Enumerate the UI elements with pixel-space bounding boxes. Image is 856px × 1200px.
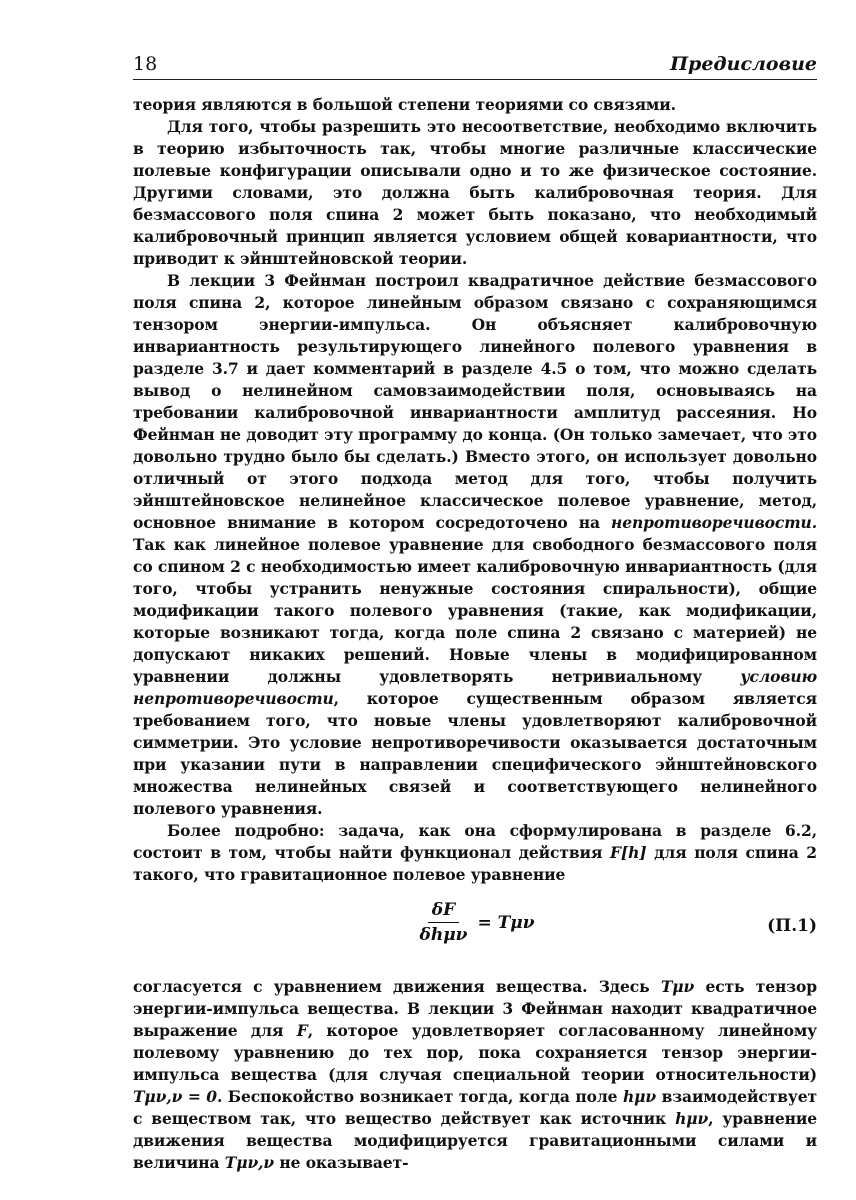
paragraph-text: , уравнение движения вещества модифицируется гравитационными силами и величина — [133, 1109, 818, 1172]
emphasis-consistency: непротиворечивости. — [611, 513, 817, 532]
paragraph-text: В лекции 3 Фейнман построил квадратичное действие безмассового поля спина 2, которое линейным образом связано с сохраняющимся тензором энергии-импульса. Он объясняет калибровочную инвариантность результирующего линейного полевого уравнения в разделе 3.7 и дает комментарий в разделе 4.5 о том, что можно сделать вывод о нелинейном самовзаимодействии поля, основываясь на требовании калибровочной инвариантности амплитуд рассеяния. Но Фейнман не доводит эту программу до конца. (Он только замечает, что это довольно трудно было бы сделать.) Вместо этого, он использует довольно отличный от этого подхода метод для того, чтобы получить эйнштейновское нелинейное классическое полевое уравнение, метод, основное внимание в котором сосредоточено на — [133, 271, 817, 532]
paragraph-text: взаимодействует с веществом так, что вещество действует как источник — [133, 1087, 817, 1128]
paragraph-feynman-lecture-3 — [133, 270, 817, 820]
paragraph-text: есть тензор энергии-импульса вещества. В лекции 3 Фейнман находит квадратичное выражение для — [133, 977, 818, 1040]
paragraph-text: , которое существенным образом является требованием того, что новые члены удовлетворяют калибровочной симметрии. Это условие непротиворечивости оказывается достаточным при указании пути в направлении специфического эйнштейновского множества нелинейных связей и соответствующего нелинейного полевого уравнения. — [133, 689, 817, 818]
body-text — [133, 94, 817, 1174]
display-equation — [133, 890, 817, 972]
paragraph-text: . Беспокойство возникает тогда, когда поле — [216, 1087, 618, 1106]
paragraph-matter-equation — [133, 976, 817, 1174]
paragraph-details — [133, 820, 817, 886]
emphasis-consistency-condition: условию непротиворечивости — [133, 667, 817, 708]
equation-formula — [133, 900, 817, 945]
paragraph-text: не оказывает- — [279, 1153, 409, 1172]
running-title: Предисловие — [670, 53, 817, 75]
math-inline: Tμν — [660, 977, 695, 996]
math-inline: Tμν,ν = 0 — [133, 1087, 217, 1106]
math-inline: hμν — [622, 1087, 657, 1106]
math-inline: F[h] — [609, 843, 647, 862]
fraction — [416, 900, 472, 945]
math-inline: F — [296, 1021, 308, 1040]
paragraph-text: Так как линейное полевое уравнение для свободного безмассового поля со спином 2 с необходимостью имеет калибровочную инвариантность (для того, чтобы устранить ненужные состояния спиральности), общие модификации такого полевого уравнения (такие, как модификации, которые возникают тогда, когда поле спина 2 связано с материей) не допускают никаких решений. Новые члены в модифицированном уравнении должны удовлетворять нетривиальному — [133, 535, 817, 686]
paragraph-gauge-theory: Для того, чтобы разрешить это несоответствие, необходимо включить в теорию избыточность так, чтобы многие различные классические полевые конфигурации описывали одно и то же физическое состояние. Другими словами, это должна быть калибровочная теория. Для безмассового поля спина 2 может быть показано, что необходимый калибровочный принцип является условием общей ковариантности, что приводит к эйнштейновской теории. — [133, 117, 817, 268]
equation-rhs: = Tμν — [477, 912, 535, 933]
fraction-numerator: δF — [428, 900, 459, 923]
running-header — [133, 52, 817, 80]
document-page — [133, 52, 818, 1172]
equation-number: (П.1) — [767, 916, 817, 936]
paragraph-continued: теория являются в большой степени теориями со связями. — [133, 95, 676, 114]
math-inline: hμν — [675, 1109, 709, 1128]
paragraph-text: , которое удовлетворяет согласованному линейному полевому уравнению до тех пор, пока сохраняется тензор энергии-импульса вещества (для случая специальной теории относительности) — [133, 1021, 818, 1084]
fraction-denominator: δhμν — [419, 925, 468, 945]
paragraph-text: согласуется с уравнением движения вещества. Здесь — [133, 977, 650, 996]
math-inline: Tμν,ν — [224, 1153, 275, 1172]
paragraph-text: для поля спина 2 такого, что гравитационное полевое уравнение — [133, 843, 817, 884]
page-number: 18 — [133, 53, 158, 75]
paragraph-text: Более подробно: задача, как она сформулирована в разделе 6.2, состоит в том, чтобы найти функционал действия — [133, 821, 817, 862]
